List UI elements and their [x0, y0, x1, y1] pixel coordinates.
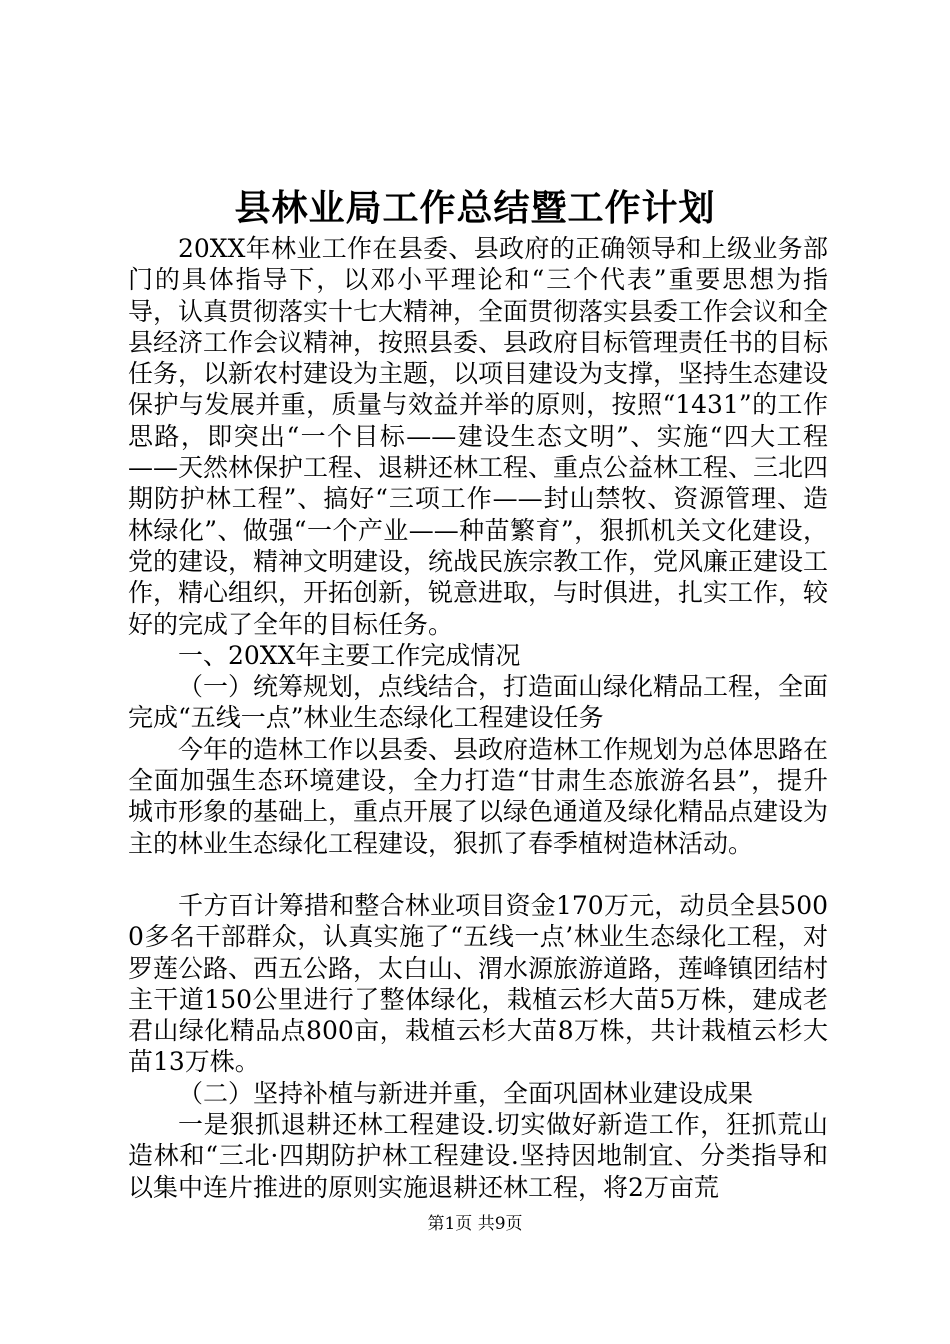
document-title: 县林业局工作总结暨工作计划: [234, 187, 716, 229]
subsection-heading-1: （一）统筹规划，点线结合，打造面山绿化精品工程，全面完成“五线一点”林业生态绿化工程建设任务: [128, 672, 829, 733]
document-body: [128, 233, 828, 1203]
page-footer: 第1页 共9页: [427, 1214, 523, 1234]
funding-paragraph: 千方百计筹措和整合林业项目资金170万元，动员全县5000多名干部群众，认真实施了“五线一点’林业生态绿化工程，对罗莲公路、西五公路，太白山、渭水源旅游道路，莲峰镇团结村主干道150公里进行了整体绿化，栽植云杉大苗5万株，建成老君山绿化精品点800亩，栽植云杉大苗8万株，共计栽植云杉大苗13万株。: [128, 890, 829, 1077]
paragraph-spacer: [128, 859, 828, 890]
subsection-heading-2: （二）坚持补植与新进并重，全面巩固林业建设成果: [178, 1078, 754, 1108]
intro-paragraph: 20XX年林业工作在县委、县政府的正确领导和上级业务部门的具体指导下，以邓小平理论和“三个代表”重要思想为指导，认真贯彻落实十七大精神，全面贯彻落实县委工作会议和全县经济工作会议精神，按照县委、县政府目标管理责任书的目标任务，以新农村建设为主题，以项目建设为支撑，坚持生态建设保护与发展并重，质量与效益并举的原则，按照“1431”的工作思路，即突出“一个目标——建设生态文明”、实施“四大工程——天然林保护工程、退耕还林工程、重点公益林工程、三北四期防护林工程”、搞好“三项工作——封山禁牧、资源管理、造林绿化”、做强“一个产业——种苗繁育”，狠抓机关文化建设，党的建设，精神文明建设，统战民族宗教工作，党风廉正建设工作，精心组织，开拓创新，锐意进取，与时俱进，扎实工作，较好的完成了全年的目标任务。: [128, 234, 829, 639]
returning-farmland-paragraph: 一是狠抓退耕还林工程建设.切实做好新造工作，狂抓荒山造林和“三北·四期防护林工程建设.坚持因地制宜、分类指导和以集中连片推进的原则实施退耕还林工程，将2万亩荒: [128, 1110, 828, 1202]
afforestation-paragraph: 今年的造林工作以县委、县政府造林工作规划为总体思路在全面加强生态环境建设，全力打造“甘肃生态旅游名县”，提升城市形象的基础上，重点开展了以绿色通道及绿化精品点建设为主的林业生态绿化工程建设，狠抓了春季植树造林活动。: [128, 734, 829, 858]
section-heading-1: 一、20XX年主要工作完成情况: [178, 640, 521, 670]
